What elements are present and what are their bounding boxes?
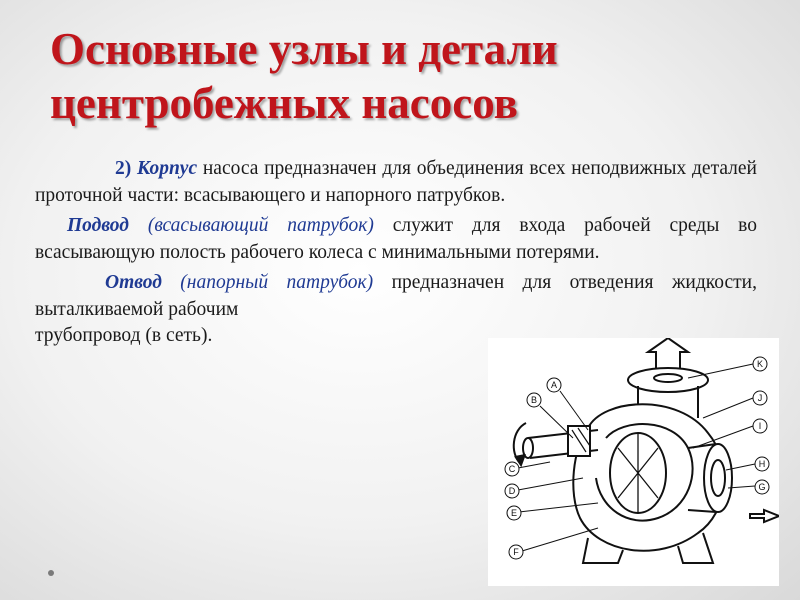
suction-arrow xyxy=(750,510,779,522)
svg-text:G: G xyxy=(758,482,766,492)
svg-text:I: I xyxy=(758,421,762,431)
label-b xyxy=(527,393,541,407)
svg-text:F: F xyxy=(513,547,519,557)
slide-bullet-dot xyxy=(48,570,54,576)
inlet-note: (всасывающий патрубок) xyxy=(128,215,374,236)
outlet-text: предназначен для отведения жидкости, выталкиваемой рабочим xyxy=(35,272,757,320)
label-i xyxy=(753,419,767,433)
svg-text:E: E xyxy=(510,508,518,518)
label-f xyxy=(509,545,523,559)
outlet-text-end: трубопровод (в сеть). xyxy=(35,325,213,346)
slide-body xyxy=(35,156,757,350)
label-h xyxy=(755,457,769,471)
item-number: 2) xyxy=(115,158,132,179)
term-outlet: Отвод xyxy=(105,272,162,293)
discharge-flange xyxy=(628,368,708,392)
svg-text:C: C xyxy=(508,464,516,474)
suction-flange xyxy=(704,444,732,512)
inlet-text: служит для входа рабочей среды во всасывающую полость рабочего колеса с минимальными потерями. xyxy=(35,215,757,263)
svg-text:B: B xyxy=(530,395,538,405)
slide-title: Основные узлы и детали центробежных насосов xyxy=(50,24,558,128)
svg-text:K: K xyxy=(756,359,764,369)
discharge-arrow xyxy=(648,338,688,368)
svg-text:A: A xyxy=(550,380,558,390)
label-c xyxy=(505,462,519,476)
label-g xyxy=(755,480,769,494)
housing-text: насоса предназначен для объединения всех неподвижных деталей проточной части: всасывающего и напорного патрубков. xyxy=(35,158,757,206)
pump-diagram-svg xyxy=(488,338,779,586)
label-d xyxy=(505,484,519,498)
term-inlet: Подвод xyxy=(67,215,129,236)
term-housing: Корпус xyxy=(136,158,198,179)
label-k xyxy=(753,357,767,371)
paragraph-housing xyxy=(35,156,757,209)
pump-diagram xyxy=(488,338,779,586)
label-a xyxy=(547,378,561,392)
label-j xyxy=(753,391,767,405)
svg-text:H: H xyxy=(758,459,766,469)
svg-text:J: J xyxy=(757,393,763,403)
paragraph-inlet xyxy=(35,213,757,266)
svg-text:D: D xyxy=(508,486,516,496)
label-e xyxy=(507,506,521,520)
outlet-note: (напорный патрубок) xyxy=(161,272,374,293)
